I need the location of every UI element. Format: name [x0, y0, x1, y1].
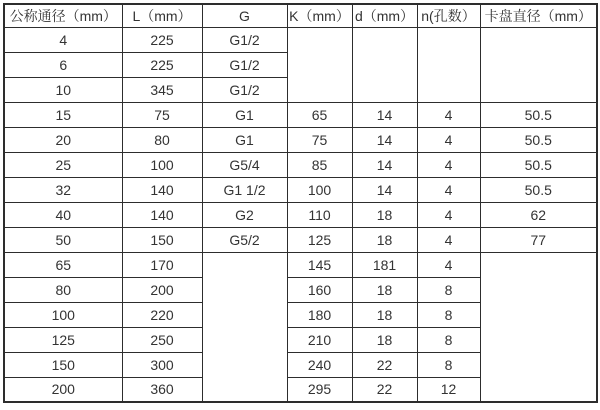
table-cell-l: 140 [122, 202, 202, 227]
table-cell-l: 300 [122, 352, 202, 377]
table-cell-dn: 40 [4, 202, 122, 227]
table-cell-g: G1/2 [202, 77, 287, 102]
table-cell-l: 345 [122, 77, 202, 102]
table-cell-dn: 20 [4, 127, 122, 152]
table-cell-l: 140 [122, 177, 202, 202]
table-cell-k: 75 [287, 127, 352, 152]
table-cell-dn: 80 [4, 277, 122, 302]
table-cell-d-empty [352, 27, 417, 102]
column-header-chuck-diameter: 卡盘直径（mm） [480, 4, 597, 27]
table-cell-dn: 150 [4, 352, 122, 377]
table-cell-k: 145 [287, 252, 352, 277]
table-cell-dn: 6 [4, 52, 122, 77]
table-cell-k: 100 [287, 177, 352, 202]
table-cell-l: 250 [122, 327, 202, 352]
header-row [4, 4, 597, 27]
table-cell-chuck: 77 [480, 227, 597, 252]
table-cell-g: G5/4 [202, 152, 287, 177]
table-cell-g: G1 [202, 127, 287, 152]
table-cell-l: 75 [122, 102, 202, 127]
table-cell-k: 295 [287, 377, 352, 402]
table-row [4, 102, 597, 127]
table-cell-chuck: 50.5 [480, 152, 597, 177]
table-row [4, 152, 597, 177]
table-cell-d: 18 [352, 227, 417, 252]
table-cell-chuck-empty [480, 27, 597, 102]
table-cell-n-empty [417, 27, 480, 102]
table-cell-l: 225 [122, 52, 202, 77]
table-cell-n: 4 [417, 177, 480, 202]
table-cell-d: 181 [352, 252, 417, 277]
table-cell-chuck-empty [480, 252, 597, 402]
table-cell-l: 170 [122, 252, 202, 277]
table-cell-d: 22 [352, 352, 417, 377]
table-cell-k: 110 [287, 202, 352, 227]
column-header-length: L（mm） [122, 4, 202, 27]
table-cell-n: 4 [417, 202, 480, 227]
table-cell-dn: 15 [4, 102, 122, 127]
table-cell-n: 8 [417, 352, 480, 377]
column-header-holes: n(孔数） [417, 4, 480, 27]
table-cell-g: G1 [202, 102, 287, 127]
table-cell-n: 8 [417, 302, 480, 327]
spec-table [3, 3, 598, 403]
table-cell-dn: 32 [4, 177, 122, 202]
table-cell-g-empty [202, 252, 287, 402]
table-row [4, 227, 597, 252]
table-cell-dn: 200 [4, 377, 122, 402]
table-cell-d: 14 [352, 127, 417, 152]
table-cell-k: 65 [287, 102, 352, 127]
table-cell-d: 22 [352, 377, 417, 402]
table-cell-d: 14 [352, 177, 417, 202]
table-cell-chuck: 50.5 [480, 102, 597, 127]
table-row [4, 202, 597, 227]
table-cell-n: 8 [417, 327, 480, 352]
table-cell-l: 225 [122, 27, 202, 52]
table-cell-k: 180 [287, 302, 352, 327]
table-cell-n: 4 [417, 127, 480, 152]
table-cell-d: 18 [352, 202, 417, 227]
table-cell-d: 18 [352, 277, 417, 302]
table-cell-l: 200 [122, 277, 202, 302]
table-cell-n: 4 [417, 102, 480, 127]
table-cell-dn: 65 [4, 252, 122, 277]
table-cell-g: G5/2 [202, 227, 287, 252]
table-cell-k: 125 [287, 227, 352, 252]
table-cell-l: 80 [122, 127, 202, 152]
table-cell-k: 160 [287, 277, 352, 302]
table-cell-l: 360 [122, 377, 202, 402]
table-cell-k-empty [287, 27, 352, 102]
table-cell-d: 14 [352, 102, 417, 127]
table-cell-d: 18 [352, 327, 417, 352]
column-header-k: K（mm） [287, 4, 352, 27]
table-cell-dn: 100 [4, 302, 122, 327]
table-row [4, 252, 597, 277]
table-cell-k: 210 [287, 327, 352, 352]
table-cell-d: 18 [352, 302, 417, 327]
table-cell-dn: 125 [4, 327, 122, 352]
table-cell-d: 14 [352, 152, 417, 177]
table-cell-chuck: 50.5 [480, 177, 597, 202]
table-cell-l: 150 [122, 227, 202, 252]
table-cell-dn: 50 [4, 227, 122, 252]
table-row [4, 27, 597, 52]
table-cell-l: 100 [122, 152, 202, 177]
table-cell-g: G1/2 [202, 52, 287, 77]
table-cell-n: 12 [417, 377, 480, 402]
table-cell-n: 8 [417, 277, 480, 302]
column-header-d: d（mm） [352, 4, 417, 27]
table-cell-n: 4 [417, 252, 480, 277]
table-cell-g: G2 [202, 202, 287, 227]
column-header-nominal-diameter: 公称通径（mm） [4, 4, 122, 27]
table-cell-chuck: 50.5 [480, 127, 597, 152]
table-cell-dn: 4 [4, 27, 122, 52]
table-cell-k: 240 [287, 352, 352, 377]
table-cell-g: G1/2 [202, 27, 287, 52]
table-cell-dn: 10 [4, 77, 122, 102]
table-cell-n: 4 [417, 152, 480, 177]
table-row [4, 177, 597, 202]
table-cell-chuck: 62 [480, 202, 597, 227]
table-cell-n: 4 [417, 227, 480, 252]
table-cell-l: 220 [122, 302, 202, 327]
table-cell-g: G1 1/2 [202, 177, 287, 202]
table-row [4, 127, 597, 152]
table-cell-k: 85 [287, 152, 352, 177]
column-header-thread: G [202, 4, 287, 27]
table-cell-dn: 25 [4, 152, 122, 177]
